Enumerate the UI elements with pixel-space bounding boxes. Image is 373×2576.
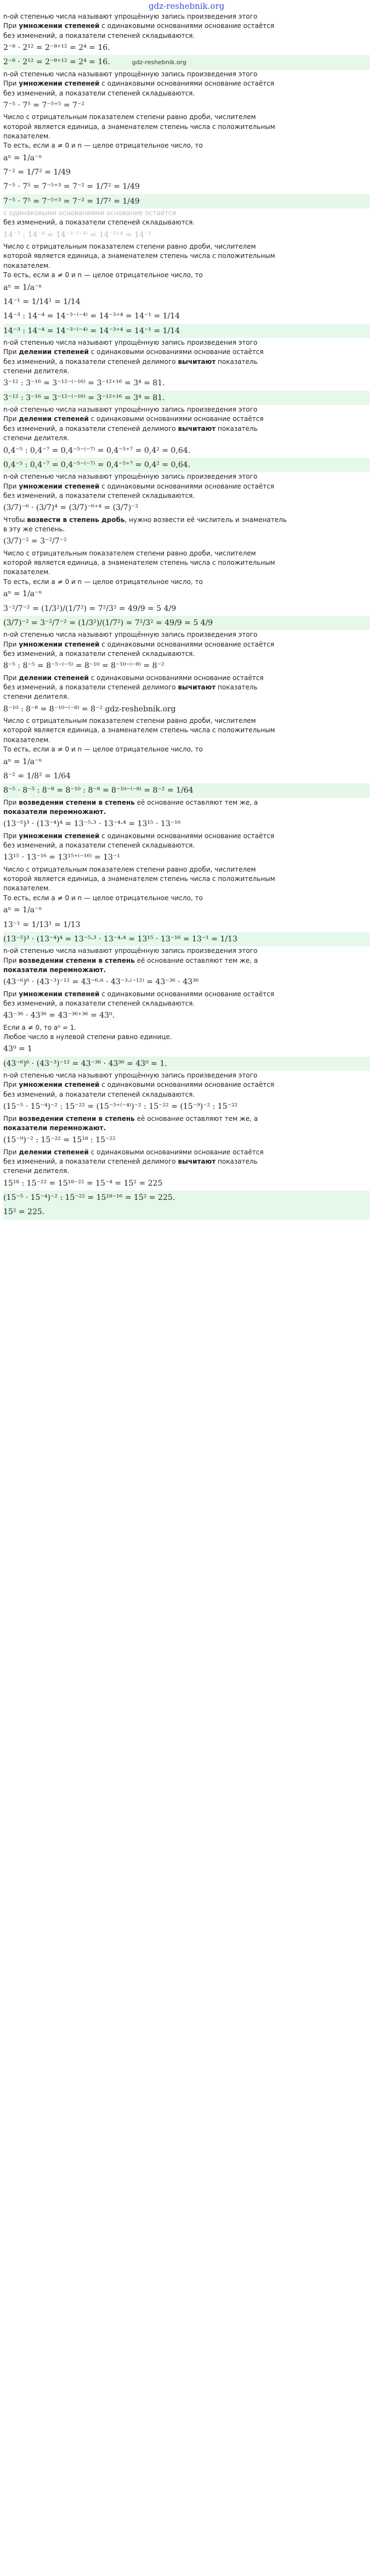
rule-text: показателем. bbox=[3, 261, 50, 270]
rule-text: с одинаковыми основаниями основание остаётся bbox=[3, 209, 176, 217]
math-step: 14⁻³ : 14⁻⁴ = 14⁻³⁻⁽⁻⁴⁾ = 14⁻³⁺⁴ = 14⁻¹ = 1/14 bbox=[3, 312, 180, 321]
math-definition: aⁿ = 1/a⁻ⁿ bbox=[3, 906, 42, 915]
rule-text: Чтобы возвести в степень дробь, нужно возвести её числитель и знаменатель bbox=[3, 515, 287, 524]
math-step: 7⁻² = 1/7² = 1/49 bbox=[3, 168, 71, 177]
rule-text: При умножении степеней с одинаковыми основаниями основание остаётся bbox=[3, 990, 274, 998]
rule-text: n-ой степенью числа называют упрощённую запись произведения этого bbox=[3, 70, 258, 78]
rule-text: без изменений, а показатели степеней складываются. bbox=[3, 841, 195, 849]
rule-text: n-ой степенью числа называют упрощённую запись произведения этого bbox=[3, 338, 258, 346]
math-step: 13¹⁵ · 13⁻¹⁶ = 13¹⁵⁺⁽⁻¹⁶⁾ = 13⁻¹ bbox=[3, 853, 120, 862]
math-step: 7⁻⁵ · 7⁵ = 7⁻⁵⁺⁵ = 7⁻² bbox=[3, 100, 84, 110]
rule-text: степени делителя. bbox=[3, 1167, 69, 1175]
rule-text: То есть, если a ≠ 0 и n — целое отрицательное число, то bbox=[3, 894, 203, 902]
math-answer: (43⁻⁶)⁶ · (43⁻³)⁻¹² = 43⁻³⁶ · 43³⁶ = 43⁰ = 1. bbox=[3, 1057, 370, 1071]
math-step: (3/7)⁻² = 3⁻²/7⁻² bbox=[3, 537, 67, 546]
rule-text: При делении степеней с одинаковыми основаниями основание остаётся bbox=[3, 674, 264, 682]
rule-text: показатели перемножают. bbox=[3, 966, 106, 974]
math-step: 8⁻⁵ : 8⁻⁵ = 8⁻⁵⁻⁽⁻⁵⁾ = 8⁻¹⁰ = 8⁻¹⁰⁻⁽⁻⁸⁾ = 8⁻² bbox=[3, 661, 165, 671]
rule-text: показатели перемножают. bbox=[3, 807, 106, 816]
rule-text: При умножении степеней с одинаковыми основаниями основание остаётся bbox=[3, 640, 274, 648]
rule-text: n-ой степенью числа называют упрощённую запись произведения этого bbox=[3, 631, 258, 639]
math-step: 7⁻⁵ · 7⁵ = 7⁻⁵⁺³ = 7⁻² = 1/7² = 1/49 bbox=[3, 182, 140, 192]
math-answer: (3/7)⁻² = 3⁻²/7⁻² = (1/3²)/(1/7²) = 7²/3² = 49/9 = 5 4/9 bbox=[3, 616, 370, 630]
math-step: (13⁻⁵)³ · (13⁻⁴)⁴ = 13⁻⁵·³ · 13⁻⁴·⁴ = 13¹⁵ · 13⁻¹⁶ bbox=[3, 820, 181, 829]
math-answer: 15² = 225. bbox=[3, 1205, 370, 1219]
rule-text: без изменений, а показатели степеней делимого вычитают показатель bbox=[3, 683, 258, 691]
rule-text: Число с отрицательным показателем степени равно дроби, числителем bbox=[3, 113, 256, 121]
rule-text: Любое число в нулевой степени равно единице. bbox=[3, 1033, 172, 1041]
rule-text: n-ой степенью числа называют упрощённую запись произведения этого bbox=[3, 473, 258, 481]
rule-text: При умножении степеней с одинаковыми основаниями основание остаётся bbox=[3, 80, 274, 88]
math-step: (43⁻⁶)⁶ · (43⁻³)⁻¹² = 43⁻⁶·⁶ · 43⁻³·⁽⁻¹²⁾ = 43⁻³⁶ · 43³⁶ bbox=[3, 978, 199, 987]
math-step: 3⁻²/7⁻² = (1/3²)/(1/7²) = 7²/3² = 49/9 = 5 4/9 bbox=[3, 604, 176, 613]
rule-text: n-ой степенью числа называют упрощённую запись произведения этого bbox=[3, 1071, 258, 1080]
math-answer: 7⁻⁵ · 7⁵ = 7⁻⁵⁺³ = 7⁻² = 1/7² = 1/49 bbox=[3, 194, 370, 209]
math-definition: aⁿ = 1/a⁻ⁿ bbox=[3, 283, 42, 292]
rule-text: При делении степеней с одинаковыми основаниями основание остаётся bbox=[3, 1148, 264, 1156]
rule-text: показатели перемножают. bbox=[3, 1124, 106, 1132]
rule-text: Число с отрицательным показателем степени равно дроби, числителем bbox=[3, 549, 256, 557]
math-step: 43⁻³⁶ · 43³⁶ = 43⁻³⁶⁺³⁶ = 43⁰. bbox=[3, 1011, 115, 1020]
math-definition: aⁿ = 1/a⁻ⁿ bbox=[3, 153, 42, 162]
rule-text: Число с отрицательным показателем степени равно дроби, числителем bbox=[3, 717, 256, 725]
rule-text: степени делителя. bbox=[3, 434, 69, 442]
math-answer: 2⁻⁸ · 2¹² = 2⁻⁸⁺¹² = 2⁴ = 16. gdz-reshebnik.org bbox=[3, 55, 370, 69]
math-step: (3/7)⁻⁶ · (3/7)⁴ = (3/7)⁻⁶⁺⁴ = (3/7)⁻² bbox=[3, 503, 139, 513]
math-step: 3⁻¹² : 3⁻¹⁶ = 3⁻¹²⁻⁽⁻¹⁶⁾ = 3⁻¹²⁺¹⁶ = 3⁴ = 81. bbox=[3, 379, 165, 388]
rule-text: При умножении степеней с одинаковыми основаниями основание остаётся bbox=[3, 832, 274, 840]
math-answer: 8⁻⁵ · 8⁻⁵ : 8⁻⁸ = 8⁻¹⁰ : 8⁻⁸ = 8⁻¹⁰⁻⁽⁻⁸⁾ = 8⁻² = 1/64 bbox=[3, 783, 370, 798]
rule-text: n-ой степенью числа называют упрощённую запись произведения этого bbox=[3, 13, 258, 20]
rule-text: которой является единица, а знаменателем степень числа с положительным bbox=[3, 875, 275, 883]
math-definition: aⁿ = 1/a⁻ⁿ bbox=[3, 757, 42, 766]
rule-text: При возведении степени в степень её основание оставляют тем же, а bbox=[3, 1114, 258, 1123]
rule-text: Число с отрицательным показателем степени равно дроби, числителем bbox=[3, 243, 256, 251]
rule-text: без изменений, а показатели степеней складываются. bbox=[3, 999, 195, 1007]
rule-text: которой является единица, а знаменателем степень числа с положительным bbox=[3, 252, 275, 260]
rule-text: Если a ≠ 0, то a⁰ = 1. bbox=[3, 1023, 77, 1031]
math-step: (15⁻⁵ · 15⁻⁴)⁻² : 15⁻²² = (15⁻⁵⁺⁽⁻⁴⁾)⁻² : 15⁻²² = (15⁻⁹)⁻² : 15⁻²² bbox=[3, 1102, 238, 1112]
rule-text: без изменений, а показатели степеней делимого вычитают показатель bbox=[3, 424, 258, 433]
rule-text: При возведении степени в степень её основание оставляют тем же, а bbox=[3, 956, 258, 964]
math-step: (15⁻⁹)⁻² : 15⁻²² = 15¹⁸ : 15⁻²² bbox=[3, 1136, 116, 1145]
rule-text: показателем. bbox=[3, 132, 50, 141]
rule-text: без изменений, а показатели степеней складываются. bbox=[3, 649, 195, 658]
rule-text: которой является единица, а знаменателем степень числа с положительным bbox=[3, 726, 275, 734]
rule-text: без изменений, а показатели степеней складываются. bbox=[3, 218, 195, 227]
rule-text: То есть, если a ≠ 0 и n — целое отрицательное число, то bbox=[3, 745, 203, 754]
rule-text: При умножении степеней с одинаковыми основаниями основание остаётся bbox=[3, 1081, 274, 1089]
rule-text: которой является единица, а знаменателем степень числа с положительным bbox=[3, 559, 275, 567]
rule-text: без изменений, а показатели степеней складываются. bbox=[3, 31, 195, 40]
rule-text: При умножении степеней с одинаковыми основаниями основание остаётся bbox=[3, 482, 274, 490]
math-step: 0,4⁻⁵ : 0,4⁻⁷ = 0,4⁻⁵⁻⁽⁻⁷⁾ = 0,4⁻⁵⁺⁷ = 0,4² = 0,64. bbox=[3, 446, 190, 455]
math-answer: (13⁻⁵)³ · (13⁻⁴)⁴ = 13⁻⁵·³ · 13⁻⁴·⁴ = 13¹⁵ · 13⁻¹⁶ = 13⁻¹ = 1/13 bbox=[3, 932, 370, 946]
rule-text: степени делителя. bbox=[3, 693, 69, 701]
rule-text: показателем. bbox=[3, 884, 50, 893]
rule-text: При делении степеней с одинаковыми основаниями основание остаётся bbox=[3, 348, 264, 356]
rule-text: без изменений, а показатели степеней складываются. bbox=[3, 89, 195, 97]
rule-text: без изменений, а показатели степеней складываются. bbox=[3, 491, 195, 500]
rule-text: в эту же степень. bbox=[3, 525, 65, 533]
math-answer: 0,4⁻⁵ : 0,4⁻⁷ = 0,4⁻⁵⁻⁽⁻⁷⁾ = 0,4⁻⁵⁺⁷ = 0,4² = 0,64. bbox=[3, 458, 370, 472]
math-step: 8⁻¹⁰ : 8⁻⁸ = 8⁻¹⁰⁻⁽⁻⁸⁾ = 8⁻² gdz-reshebnik.org bbox=[3, 704, 176, 714]
rule-text: То есть, если a ≠ 0 и n — целое отрицательное число, то bbox=[3, 271, 203, 279]
math-step: 43⁰ = 1 bbox=[3, 1045, 32, 1054]
math-definition: aⁿ = 1/a⁻ⁿ bbox=[3, 590, 42, 599]
math-step: 15¹⁸ : 15⁻²² = 15¹⁸⁻²² = 15⁻⁴ = 15² = 225 bbox=[3, 1178, 163, 1188]
math-step: 14⁻¹ = 1/14¹ = 1/14 bbox=[3, 297, 81, 306]
rule-text: без изменений, а показатели степеней делимого вычитают показатель bbox=[3, 1157, 258, 1165]
rule-text: То есть, если a ≠ 0 и n — целое отрицательное число, то bbox=[3, 577, 203, 586]
math-answer: (15⁻⁵ · 15⁻⁴)⁻² : 15⁻²² = 15¹⁸⁻¹⁶ = 15² = 225. bbox=[3, 1191, 370, 1205]
rule-text: без изменений, а показатели степеней складываются. bbox=[3, 1090, 195, 1098]
rule-text: При умножении степеней с одинаковыми основаниями основание остаётся bbox=[3, 22, 274, 30]
rule-text: n-ой степенью числа называют упрощённую запись произведения этого bbox=[3, 947, 258, 955]
math-answer: 14⁻³ : 14⁻⁴ = 14⁻³⁻⁽⁻⁴⁾ = 14⁻³⁺⁴ = 14⁻¹ = 1/14 bbox=[3, 324, 370, 338]
rule-text: То есть, если a ≠ 0 и n — целое отрицательное число, то bbox=[3, 142, 203, 150]
math-answer: 3⁻¹² : 3⁻¹⁶ = 3⁻¹²⁻⁽⁻¹⁶⁾ = 3⁻¹²⁺¹⁶ = 3⁴ = 81. bbox=[3, 391, 370, 405]
rule-text: показателем. bbox=[3, 568, 50, 576]
rule-text: Число с отрицательным показателем степени равно дроби, числителем bbox=[3, 865, 256, 873]
rule-text: n-ой степенью числа называют упрощённую запись произведения этого bbox=[3, 405, 258, 413]
math-step: 2⁻⁸ · 2¹² = 2⁻⁸⁺¹² = 2⁴ = 16. bbox=[3, 43, 110, 53]
rule-text: показателем. bbox=[3, 736, 50, 744]
math-step: 14⁻³ : 14⁻⁴ = 14⁻³⁻⁽⁻⁴⁾ = 14⁻³⁺⁴ = 14⁻¹ bbox=[3, 230, 151, 239]
rule-text: степени делителя. bbox=[3, 367, 69, 375]
site-header-link[interactable]: gdz-reshebnik.org bbox=[148, 1, 225, 11]
rule-text: без изменений, а показатели степеней делимого вычитают показатель bbox=[3, 357, 258, 366]
rule-text: При возведении степени в степень её основание оставляют тем же, а bbox=[3, 798, 258, 806]
math-step: 13⁻¹ = 1/13¹ = 1/13 bbox=[3, 920, 81, 929]
rule-text: которой является единица, а знаменателем степень числа с положительным bbox=[3, 122, 275, 131]
math-step: 8⁻² = 1/8² = 1/64 bbox=[3, 771, 71, 781]
rule-text: При делении степеней с одинаковыми основаниями основание остаётся bbox=[3, 415, 264, 423]
